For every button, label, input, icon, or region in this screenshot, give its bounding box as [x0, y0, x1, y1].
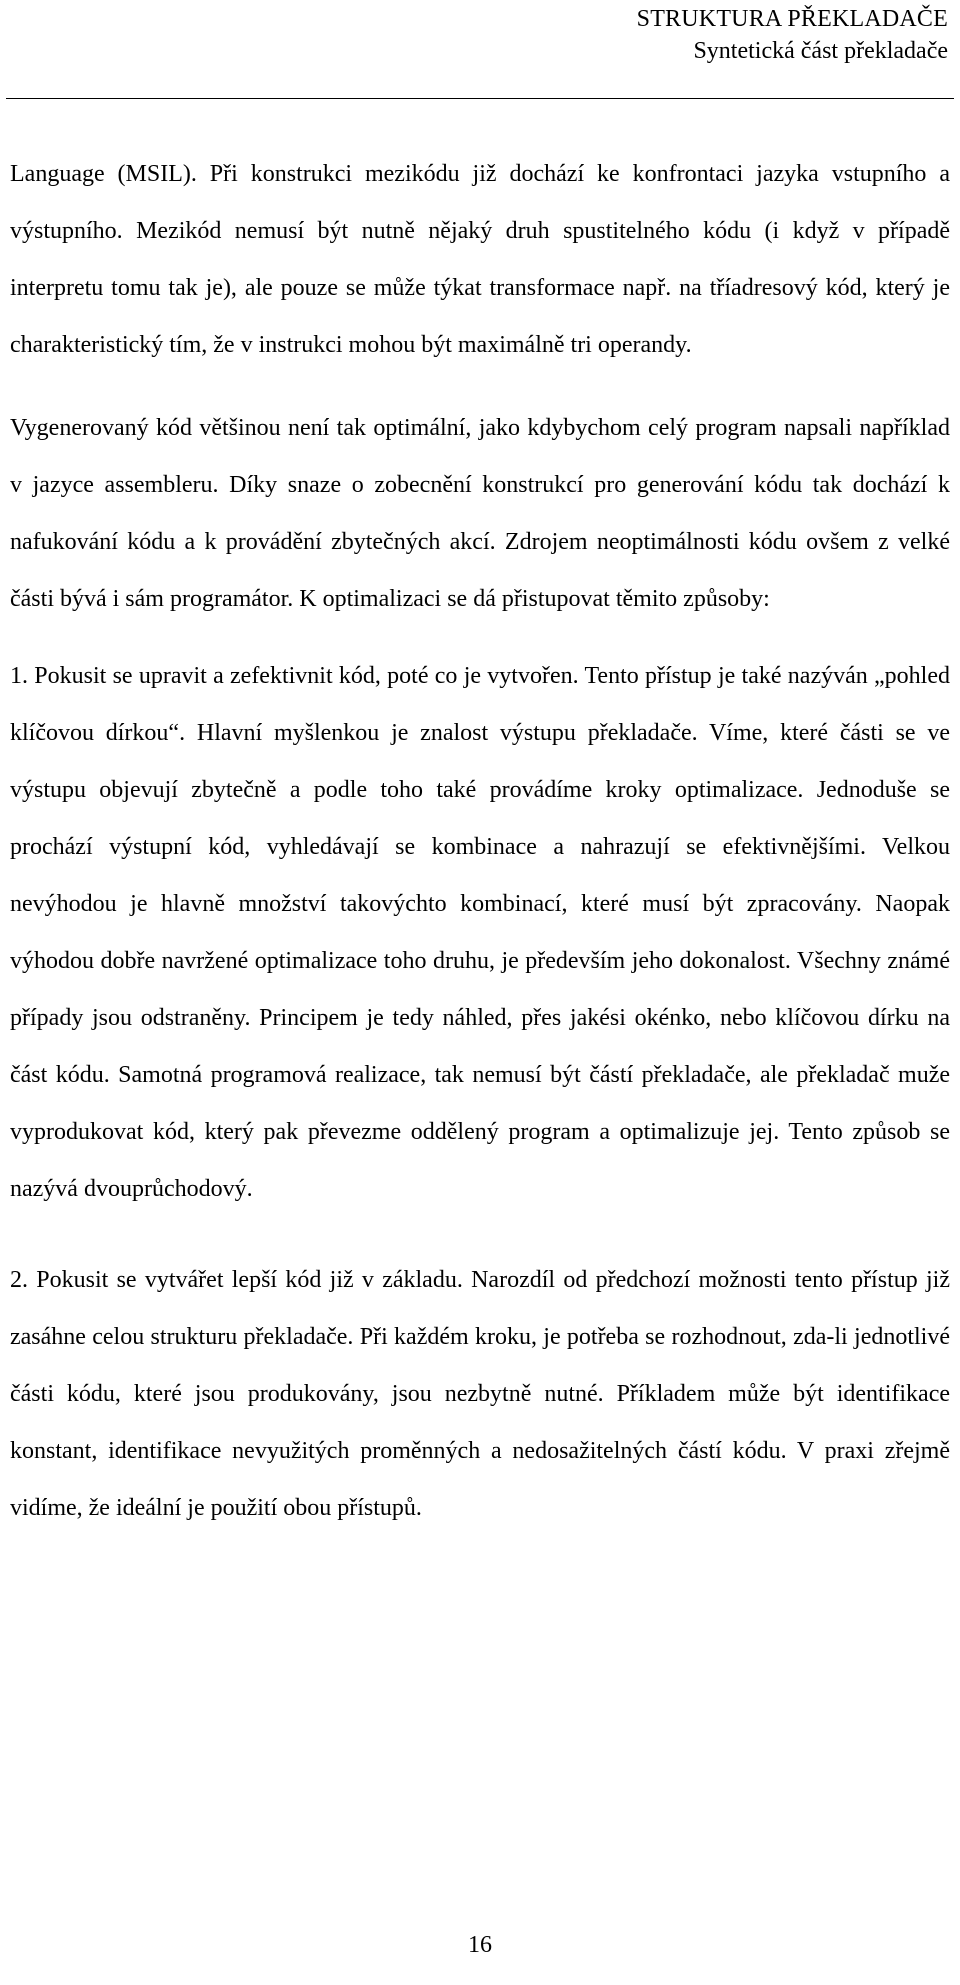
header-rule [6, 98, 954, 99]
page-number: 16 [468, 1932, 492, 1958]
body-text [10, 146, 950, 1537]
paragraph-gap [10, 628, 950, 648]
header-subtitle: Syntetická část překladače [693, 37, 948, 64]
paragraph-gap [10, 1218, 950, 1252]
running-header [637, 4, 948, 67]
paragraph-intermediate-code: Language (MSIL). Při konstrukci mezikódu již dochází ke konfrontaci jazyka vstupního a výstupního. Mezikód nemusí být nutně nějaký druh spustitelného kódu (i když v případě interpretu tomu tak je), ale pouze se může týkat transformace např. na tříadresový kód, který je charakteristický tím, že v instrukci mohou být maximálně tri operandy. [10, 161, 950, 358]
header-title: STRUKTURA PŘEKLADAČE [636, 6, 948, 32]
paragraph-method-2: 2. Pokusit se vytvářet lepší kód již v základu. Narozdíl od předchozí možnosti tento přístup již zasáhne celou strukturu překladače. Při každém kroku, je potřeba se rozhodnout, zda-li jednotlivé části kódu, které jsou produkovány, jsou nezbytně nutné. Příkladem může být identifikace konstant, identifikace nevyužitých proměnných a nedosažitelných částí kódu. V praxi zřejmě vidíme, že ideální je použití obou přístupů. [10, 1267, 950, 1521]
paragraph-gap [10, 374, 950, 400]
paragraph-method-1: 1. Pokusit se upravit a zefektivnit kód, poté co je vytvořen. Tento přístup je také nazýván „pohled klíčovou dírkou“. Hlavní myšlenkou je znalost výstupu překladače. Víme, které části se ve výstupu objevují zbytečně a podle toho také provádíme kroky optimalizace. Jednoduše se prochází výstupní kód, vyhledávají se kombinace a nahrazují se efektivnějšími. Velkou nevýhodou je hlavně množství takovýchto kombinací, které musí být zpracovány. Naopak výhodou dobře navržené optimalizace toho druhu, je především jeho dokonalost. Všechny známé případy jsou odstraněny. Principem je tedy náhled, přes jakési okénko, nebo klíčovou dírku na část kódu. Samotná programová realizace, tak nemusí být částí překladače, ale překladač muže vyprodukovat kód, který pak převezme oddělený program a optimalizuje jej. Tento způsob se nazývá dvouprůchodový. [10, 663, 950, 1202]
paragraph-optimization-intro: Vygenerovaný kód většinou není tak optimální, jako kdybychom celý program napsali například v jazyce assembleru. Díky snaze o zobecnění konstrukcí pro generování kódu tak dochází k nafukování kódu a k provádění zbytečných akcí. Zdrojem neoptimálnosti kódu ovšem z velké části bývá i sám programátor. K optimalizaci se dá přistupovat těmito způsoby: [10, 415, 950, 612]
